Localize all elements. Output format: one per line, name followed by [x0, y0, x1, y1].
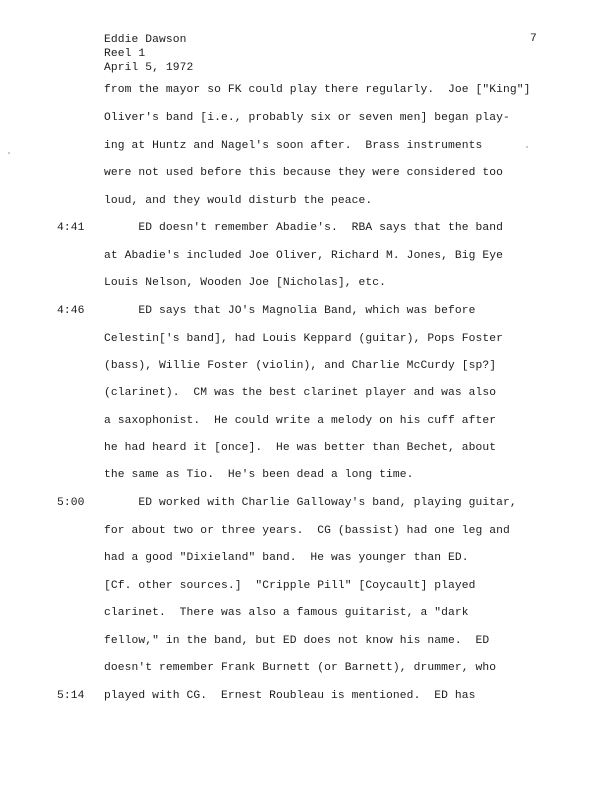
transcript-line: from the mayor so FK could play there regularly. Joe ["King"]: [104, 84, 531, 96]
transcript-line: had a good "Dixieland" band. He was younger than ED.: [104, 552, 469, 564]
transcript-line: (clarinet). CM was the best clarinet player and was also: [104, 387, 497, 399]
reel-label: Reel 1: [104, 48, 146, 60]
transcript-line: Oliver's band [i.e., probably six or seven men] began play-: [104, 112, 510, 124]
page-number: 7: [530, 33, 537, 45]
scan-speck: [8, 152, 10, 154]
transcript-line: a saxophonist. He could write a melody on his cuff after: [104, 415, 497, 427]
timecode: 5:00: [57, 497, 85, 509]
transcript-line: Louis Nelson, Wooden Joe [Nicholas], etc.: [104, 277, 387, 289]
transcript-line: Celestin['s band], had Louis Keppard (guitar), Pops Foster: [104, 333, 503, 345]
transcript-line: ing at Huntz and Nagel's soon after. Brass instruments: [104, 140, 483, 152]
transcript-line: he had heard it [once]. He was better than Bechet, about: [104, 442, 497, 454]
interview-date: April 5, 1972: [104, 62, 194, 74]
transcript-line: ED doesn't remember Abadie's. RBA says that the band: [104, 222, 503, 234]
timecode: 4:46: [57, 305, 85, 317]
interviewee-name: Eddie Dawson: [104, 34, 187, 46]
transcript-line: the same as Tio. He's been dead a long time.: [104, 469, 414, 481]
transcript-line: clarinet. There was also a famous guitarist, a "dark: [104, 607, 469, 619]
transcript-line: [Cf. other sources.] "Cripple Pill" [Coycault] played: [104, 580, 476, 592]
transcript-line: doesn't remember Frank Burnett (or Barnett), drummer, who: [104, 662, 497, 674]
transcript-line: for about two or three years. CG (bassist) had one leg and: [104, 525, 510, 537]
transcript-line: were not used before this because they were considered too: [104, 167, 503, 179]
transcript-line: at Abadie's included Joe Oliver, Richard M. Jones, Big Eye: [104, 250, 503, 262]
transcript-line: played with CG. Ernest Roubleau is mentioned. ED has: [104, 690, 476, 702]
transcript-line: ED says that JO's Magnolia Band, which was before: [104, 305, 476, 317]
scan-speck: [526, 146, 528, 148]
transcript-line: (bass), Willie Foster (violin), and Charlie McCurdy [sp?]: [104, 360, 497, 372]
transcript-line: fellow," in the band, but ED does not know his name. ED: [104, 635, 490, 647]
transcript-line: ED worked with Charlie Galloway's band, playing guitar,: [104, 497, 517, 509]
timecode: 4:41: [57, 222, 85, 234]
transcript-line: loud, and they would disturb the peace.: [104, 195, 373, 207]
timecode: 5:14: [57, 690, 85, 702]
